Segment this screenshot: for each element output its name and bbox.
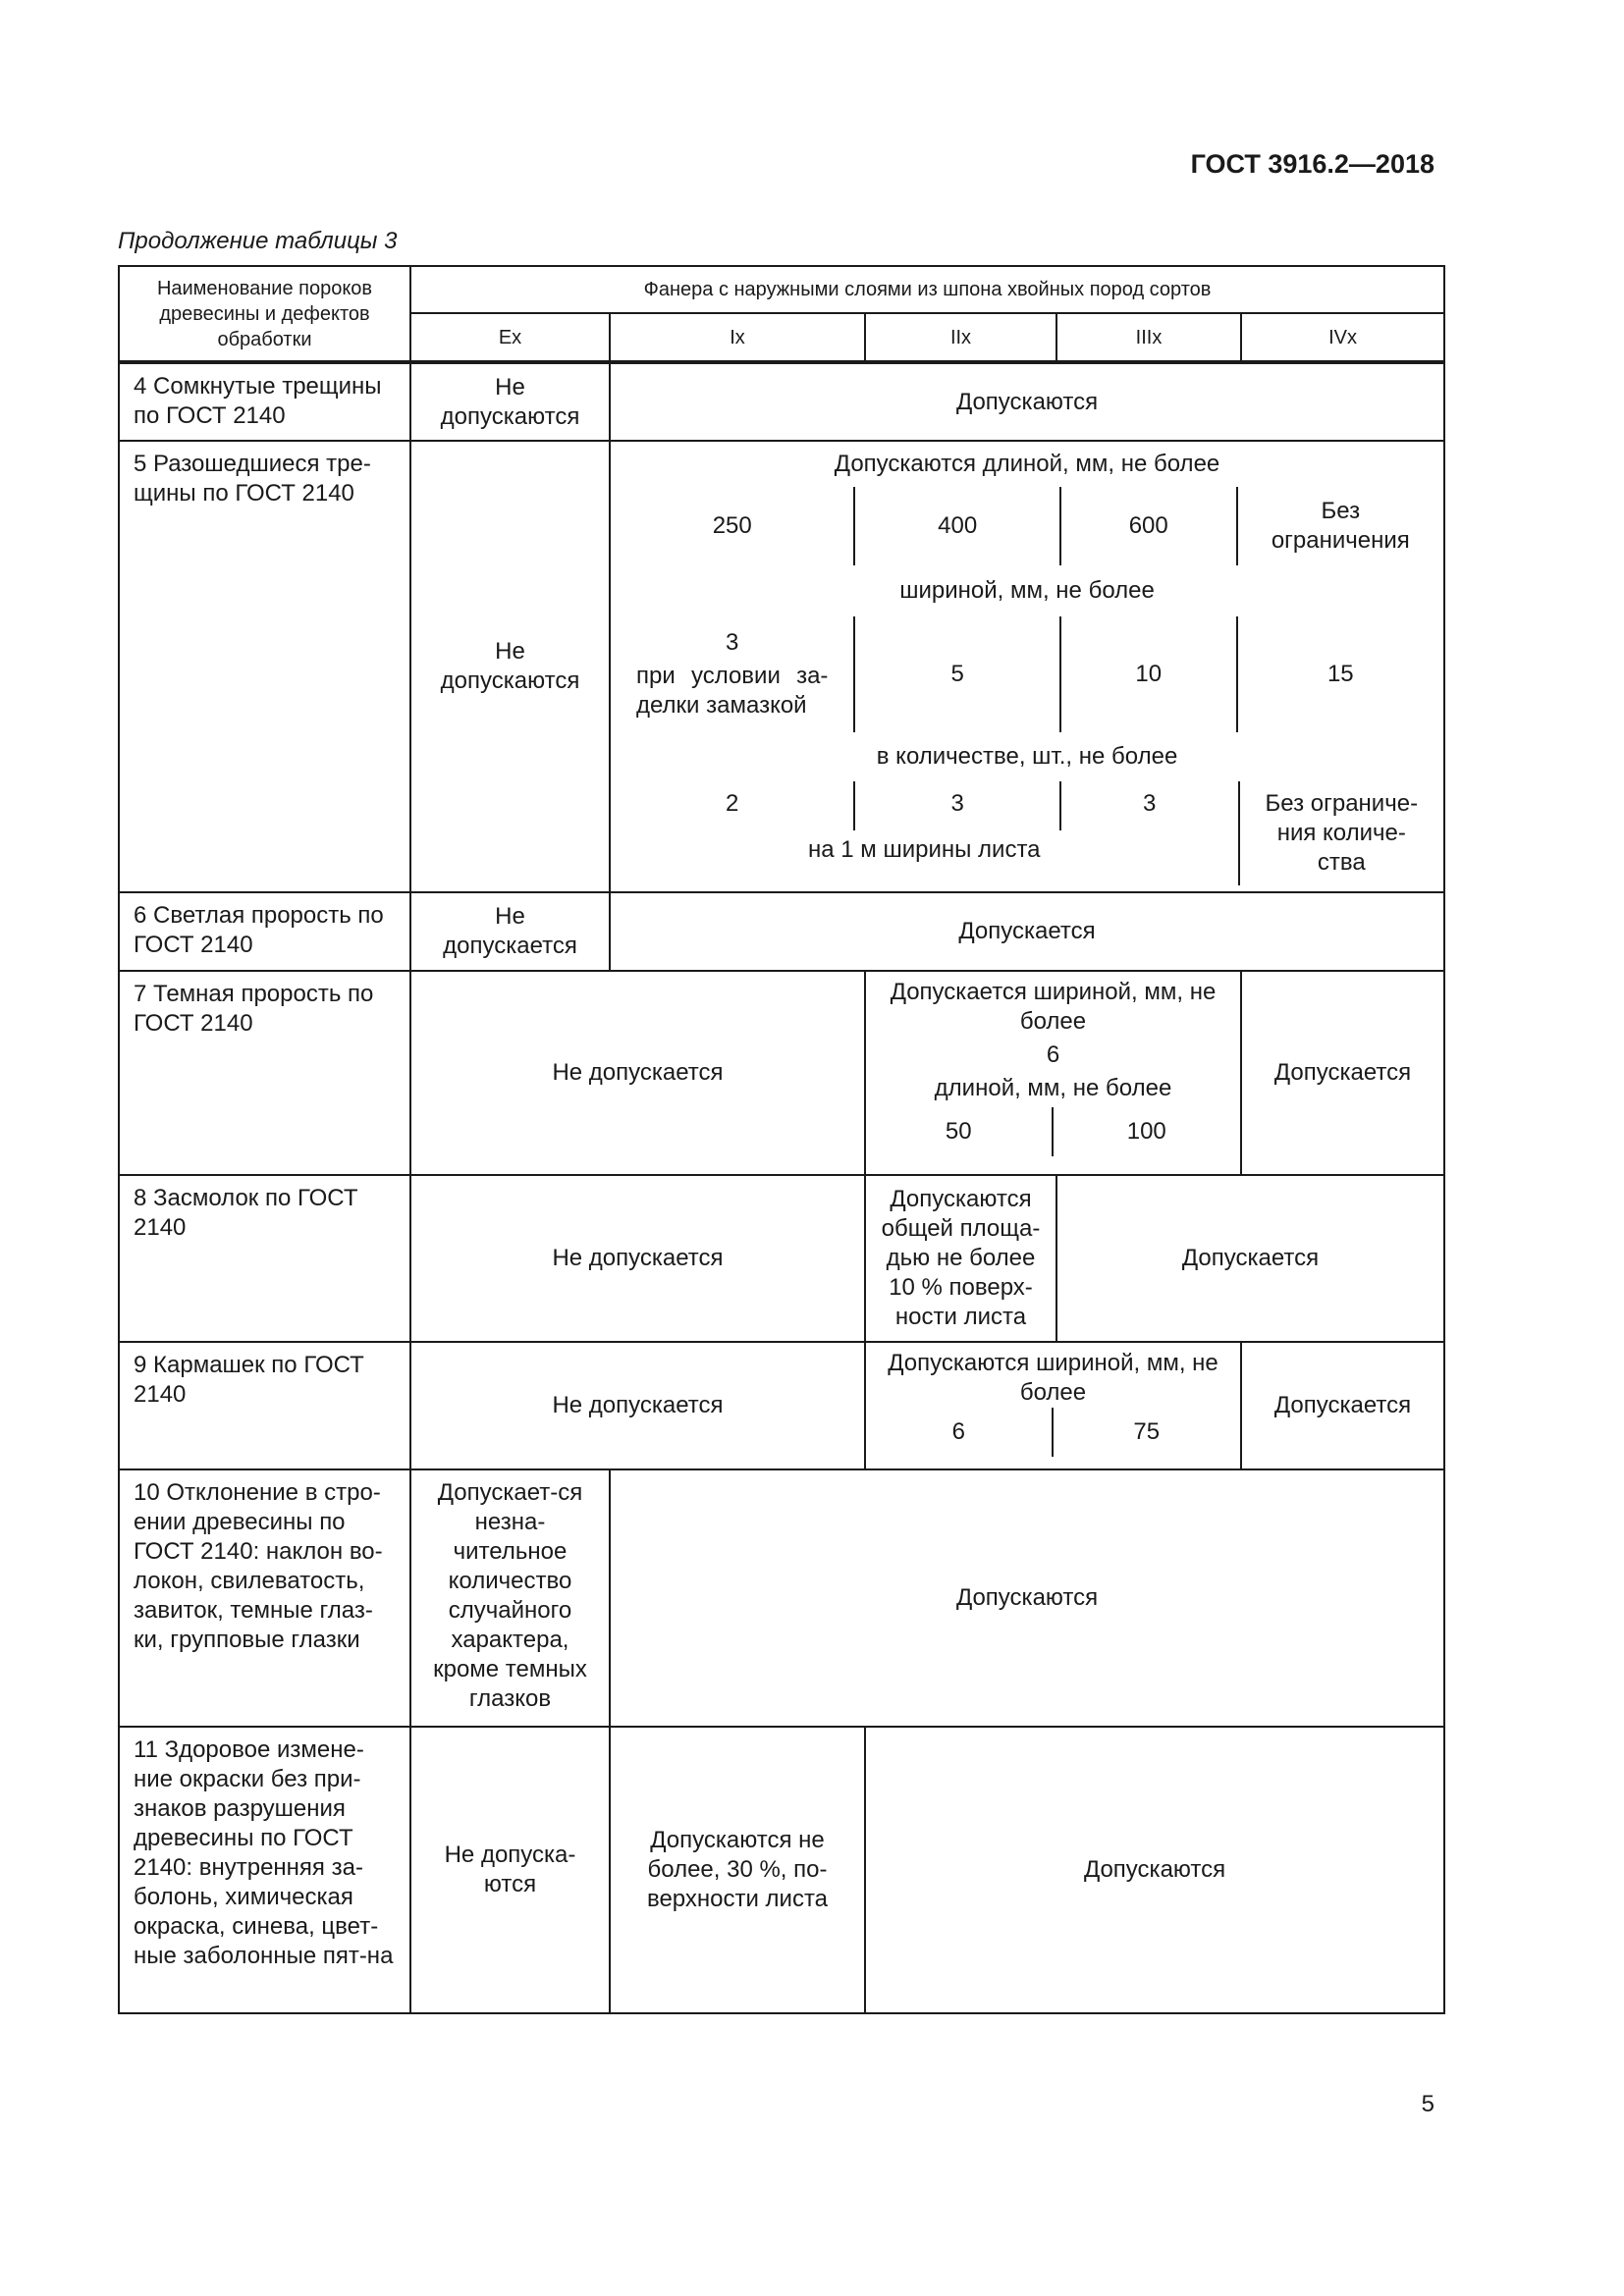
row-9-width-iiix: 75 xyxy=(1133,1418,1161,1445)
grade-ivx: IVx xyxy=(1241,313,1444,362)
row-7-width-label: Допускается шириной, мм, не более xyxy=(890,979,1217,1035)
row-5-length-iix: 400 xyxy=(855,487,1061,565)
row-7-iix-iiix xyxy=(865,971,1241,1175)
row-6-ex: Не допускается xyxy=(410,892,610,971)
row-5-length-ix: 250 xyxy=(611,487,855,565)
row-8-iix: Допускаются общей площа-дью не более 10 % поверх-ности листа xyxy=(865,1175,1056,1342)
row-5-count-label: в количестве, шт., не более xyxy=(876,743,1178,770)
table-caption: Продолжение таблицы 3 xyxy=(118,228,398,254)
row-5-count-values xyxy=(611,781,1443,885)
standard-header: ГОСТ 3916.2—2018 xyxy=(1190,149,1435,179)
row-9-width-values xyxy=(866,1408,1240,1457)
defects-table xyxy=(118,265,1445,2014)
row-5-count-ivx: Без ограниче-ния количе-ства xyxy=(1238,781,1444,885)
row-5-count-iix: 3 xyxy=(855,781,1061,830)
row-5-width-ix-value: 3 xyxy=(726,629,739,656)
page-number: 5 xyxy=(1421,2091,1435,2117)
row-5-width-iix: 5 xyxy=(855,616,1061,732)
row-9-ex-ix: Не допускается xyxy=(410,1342,865,1469)
row-9-ivx: Допускается xyxy=(1241,1342,1444,1469)
table-row xyxy=(119,441,1444,892)
row-5-ex: Не допускаются xyxy=(410,441,610,892)
row-7-ivx: Допускается xyxy=(1241,971,1444,1175)
row-8-name: 8 Засмолок по ГОСТ 2140 xyxy=(119,1175,410,1342)
row-5-width-ix xyxy=(611,616,855,732)
grade-ix: Ix xyxy=(610,313,865,362)
row-5-length-ivx: Без ограничения xyxy=(1271,498,1410,554)
header-defect-name: Наименование пороков древесины и дефектов обработки xyxy=(119,266,410,362)
table-header-row xyxy=(119,266,1444,313)
row-9-width-label: Допускаются шириной, мм, не более xyxy=(888,1350,1218,1406)
table-row xyxy=(119,1342,1444,1469)
row-7-length-label: длиной, мм, не более xyxy=(934,1075,1172,1101)
row-7-name: 7 Темная прорость по ГОСТ 2140 xyxy=(119,971,410,1175)
row-5-width-iiix: 10 xyxy=(1061,616,1238,732)
table-row xyxy=(119,362,1444,441)
table-row xyxy=(119,1727,1444,2013)
row-4-rest: Допускаются xyxy=(610,362,1444,441)
row-5-width-ix-note: при условии за-делки замазкой xyxy=(636,663,829,719)
row-5-count-note: на 1 м ширины листа xyxy=(808,836,1041,863)
row-7-length-iix: 50 xyxy=(866,1107,1054,1156)
row-5-name: 5 Разошедшиеся тре-щины по ГОСТ 2140 xyxy=(119,441,410,892)
grade-iiix: IIIx xyxy=(1056,313,1241,362)
row-11-rest: Допускаются xyxy=(865,1727,1444,2013)
row-4-name: 4 Сомкнутые трещины по ГОСТ 2140 xyxy=(119,362,410,441)
row-4-ex: Не допускаются xyxy=(410,362,610,441)
row-11-ix: Допускаются не более, 30 %, по-верхности листа xyxy=(610,1727,865,2013)
row-10-ex: Допускает-ся незна-чительное количество случайного характера, кроме темных глазков xyxy=(410,1469,610,1727)
row-5-width-ivx: 15 xyxy=(1326,661,1354,687)
row-7-ex-ix: Не допускается xyxy=(410,971,865,1175)
row-9-iix-iiix xyxy=(865,1342,1241,1469)
row-5-count-ix: 2 xyxy=(611,781,855,830)
table-row xyxy=(119,892,1444,971)
row-9-width-iix: 6 xyxy=(866,1408,1054,1457)
row-9-name: 9 Кармашек по ГОСТ 2140 xyxy=(119,1342,410,1469)
row-8-ex-ix: Не допускается xyxy=(410,1175,865,1342)
row-5-allowances xyxy=(610,441,1444,892)
row-5-length-label: Допускаются длиной, мм, не более xyxy=(834,451,1220,477)
table-row xyxy=(119,1469,1444,1727)
row-6-rest: Допускается xyxy=(610,892,1444,971)
table-row xyxy=(119,971,1444,1175)
row-6-name: 6 Светлая прорость по ГОСТ 2140 xyxy=(119,892,410,971)
row-5-count-iiix: 3 xyxy=(1143,790,1157,817)
table-row xyxy=(119,1175,1444,1342)
row-7-length-values xyxy=(866,1107,1240,1156)
row-11-ex: Не допуска-ются xyxy=(410,1727,610,2013)
row-5-length-iiix: 600 xyxy=(1061,487,1238,565)
row-8-rest: Допускается xyxy=(1056,1175,1444,1342)
row-10-rest: Допускаются xyxy=(610,1469,1444,1727)
row-10-name: 10 Отклонение в стро-ении древесины по ГОСТ 2140: наклон во-локон, свилеватость, завиток, темные глаз-ки, групповые глазки xyxy=(119,1469,410,1727)
header-plywood-grades: Фанера с наружными слоями из шпона хвойных пород сортов xyxy=(410,266,1444,313)
grade-iix: IIx xyxy=(865,313,1056,362)
row-5-width-values xyxy=(611,616,1443,732)
row-7-width-value: 6 xyxy=(1046,1041,1060,1068)
row-5-width-label: шириной, мм, не более xyxy=(899,577,1155,604)
grade-ex: Ex xyxy=(410,313,610,362)
row-7-length-iiix: 100 xyxy=(1126,1118,1166,1145)
row-5-length-values xyxy=(611,487,1443,565)
row-11-name: 11 Здоровое измене-ние окраски без при-знаков разрушения древесины по ГОСТ 2140: внутренняя за-болонь, химическая окраска, синева, цвет-ные заболонные пят-на xyxy=(119,1727,410,2013)
